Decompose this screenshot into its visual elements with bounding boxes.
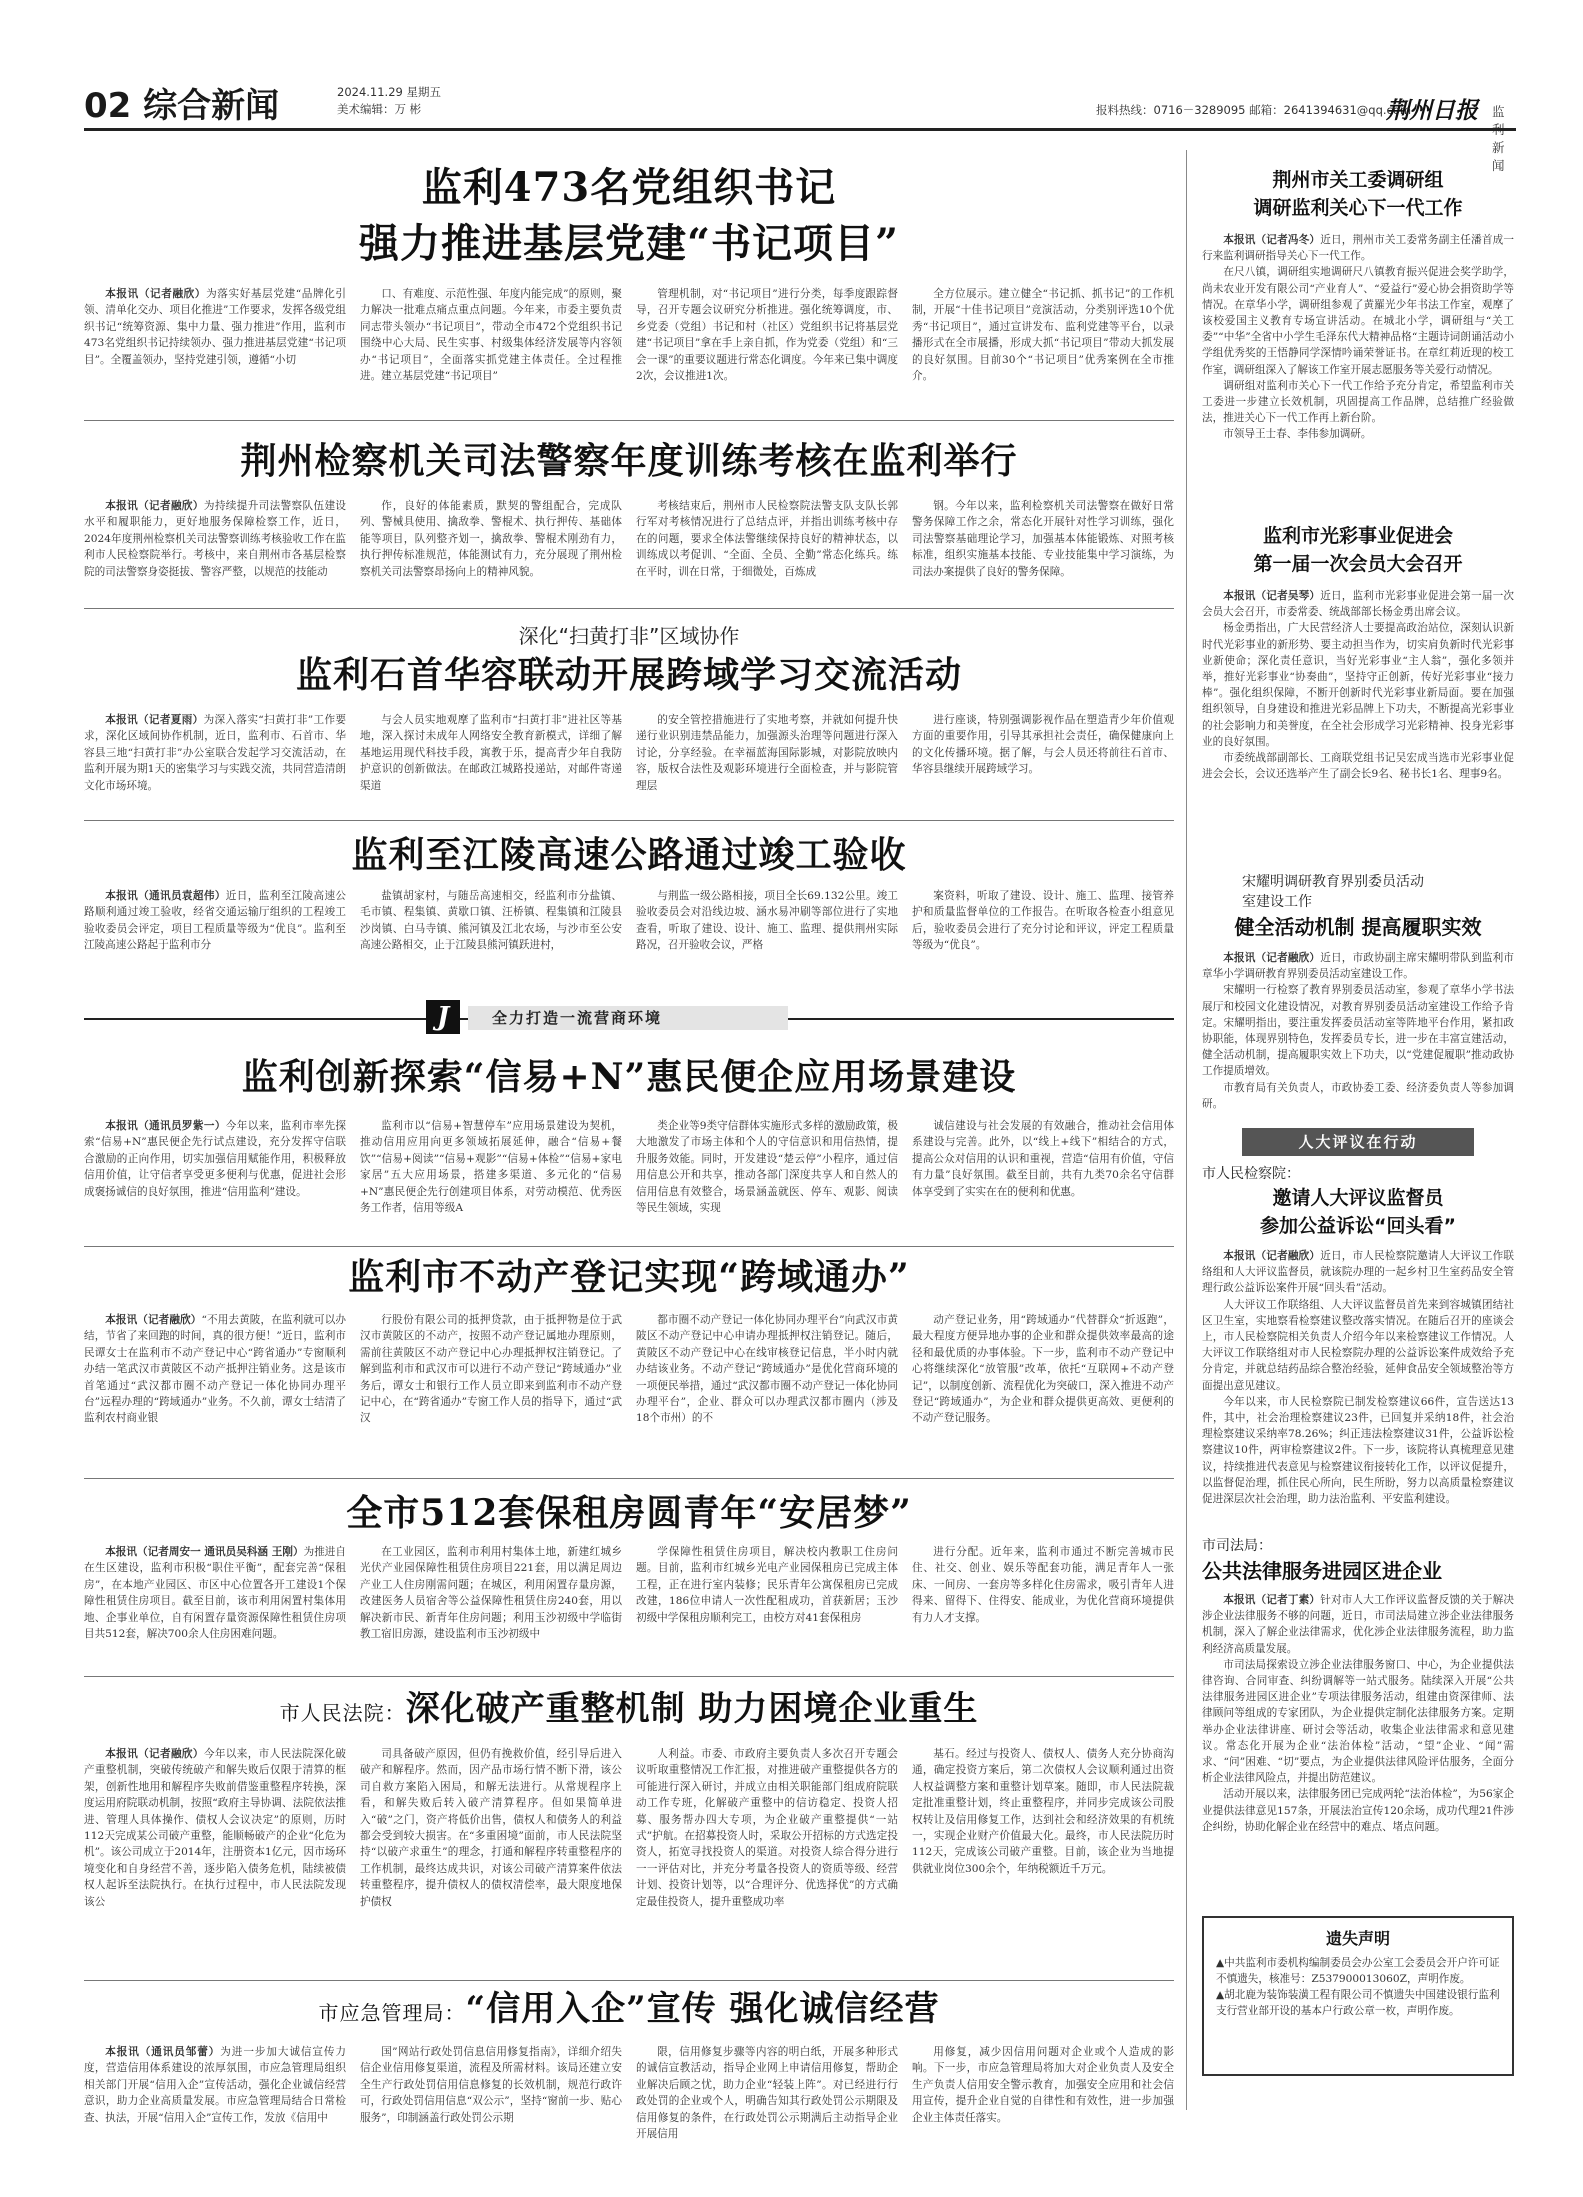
sidebar-article-4-body: 本报讯（记者融欣）近日，市人民检察院邀请人大评议工作联络组和人大评议监督员，就该院办理的一起乡村卫生室药品安全管理行政公益诉讼案件开展“回头看”活动。 人大评议工作联络组、人大评议监督员首先来到容城镇团结社区卫生室，实地察看检察建议整改落实情况。在随后召开的座谈会上，市人民检察院相关负责人介绍今年以来检察建议工作情况。人大评议工作联络组对市人民检察院办理的公益诉讼案件成效给予充分肯定，并就总结药品综合整治经验，延伸食品安全领域整治等方面提出意见建议。 今年以来，市人民检察院已制发检察建议66件，宣告送达13件，其中，社会治理检察建议23件，已回复并采纳18件，社会治理检察建议采纳率78.26%；纠正违法检察建议31件，公益诉讼检察建议10件，两审检察建议2件。下一步，该院将认真梳理意见建议，持续推进代表意见与检察建议衔接转化工作，以评议促提升，以监督促治理，抓住民心所向，民生所盼，努力以高质量检察建议促进深层次社会治理，助力法治监利、平安监利建设。 (1202, 1250, 1514, 1506)
sidebar-article-2-body: 本报讯（记者吴琴）近日，监利市光彩事业促进会第一届一次会员大会召开，市委常委、统战部部长杨金勇出席会议。 杨金勇指出，广大民营经济人士要提高政治站位，深刻认识新时代光彩事业的新形势、要主动担当作为，切实肩负新时代光彩事业新使命；深化责任意识，当好光彩事业“主人翁”，强化多领并举，推好光彩事业“协奏曲”，坚持守正创新，传好光彩事业“接力棒”。强化组织保障，不断开创新时代光彩事业新局面。要在加强组织领导，自身建设和推进光彩品牌上下功夫，不断提高光彩事业的社会影响力和美誉度，在全社会形成学习光彩精神、投身光彩事业的良好氛围。 市委统战部副部长、工商联党组书记吴宏成当选市光彩事业促进会会长，会议还选举产生了副会长9名、秘书长1名、理事9名。 (1202, 590, 1514, 781)
article-5-col-1: 本报讯（通讯员罗紫一）今年以来，监利市率先探索“信易+N”惠民便企先行试点建设，充分发挥守信联合激励的正向作用，切实加强信用赋能作用，积极释放信用价值，让守信者享受更多便利与优惠，促进社会形成褒扬诚信的良好氛围，推进“信用监利”建设。 (84, 1120, 346, 1198)
divider (84, 1676, 1174, 1677)
issue-date: 2024.11.29 星期五 (337, 85, 441, 99)
article-2-col-4: 钢。今年以来，监利检察机关司法警察在做好日常警务保障工作之余，常态化开展针对性学习训练，强化司法警察基础理论学习，加强基本体能锻炼、对照考核标准，组织实施基本技能、专业技能集中学习演练，为司法办案提供了良好的警务保障。 (912, 500, 1174, 578)
article-1-col-3: 管理机制，对“书记项目”进行分类，每季度跟踪督导，召开专题会议研究分析推进。强化统筹调度，市、乡党委（党组）书记和村（社区）党组织书记将基层党建“书记项目”拿在手上亲自抓，作为党委（党组）和“三会一课”的重要议题进行常态化调度。今年来已集中调度2次，会议推进1次。 (636, 288, 898, 383)
divider (84, 1478, 1174, 1479)
article-5-body (84, 1118, 1174, 1236)
article-4-body (84, 888, 1174, 980)
article-6-body (84, 1312, 1174, 1470)
article-9-col-1: 本报讯（通讯员邹蕾）为进一步加大诚信宣传力度，营造信用体系建设的浓厚氛围，市应急管理局组织相关部门开展“信用入企”宣传活动，强化企业诚信经营意识，助力企业高质量发展。市应急管理局结合日常检查、执法，开展“信用入企”宣传工作，发放《信用中 (84, 2046, 346, 2124)
article-9-headline: 市应急管理局：“信用入企”宣传 强化诚信经营 (318, 1989, 940, 2029)
sidebar-article-4 (1202, 1164, 1514, 1524)
article-8-col-4: 基石。经过与投资人、债权人、债务人充分协商沟通，确定投资方案后，第二次债权人会议顺利通过出资人权益调整方案和重整计划草案。随即，市人民法院裁定批准重整计划，终止重整程序，并同步完成该公司股权转让及信用修复工作，达到社会和经济效果的有机统一，实现企业财产价值最大化。最终，市人民法院历时112天，完成该公司破产重整。目前，该企业为当地提供就业岗位300余个，年纳税额近千万元。 (912, 1748, 1174, 1875)
article-9-col-2: 国”网站行政处罚信息信用修复指南》，详细介绍失信企业信用修复渠道，流程及所需材料。该局还建立安全生产行政处罚信用信息修复的长效机制，规范行政许可，行政处罚信用信息“双公示”，坚持“窗前一步、贴心服务”，印制涵盖行政处罚公示期 (360, 2046, 622, 2124)
article-1-col-2: 口、有难度、示范性强、年度内能完成”的原则，聚力解决一批难点痛点重点问题。今年来，市委主要负责同志带头领办“书记项目”，带动全市472个党组织书记围绕中心大局、民生实事、村级集体经济发展等内容领办“书记项目”，全面落实抓党建主体责任。全过程推进。建立基层党建“书记项目” (360, 288, 622, 383)
editor-credit: 美术编辑：万 彬 (337, 102, 422, 116)
sidebar-article-5 (1202, 1536, 1514, 1906)
page-number: 02 综合新闻 (84, 86, 280, 126)
article-4-col-4: 案资料，听取了建设、设计、施工、监理、接管养护和质量监督单位的工作报告。在听取各检查小组意见后，验收委员会进行了充分讨论和评议，评定工程质量等级为“优良”。 (912, 890, 1174, 952)
sidebar-rule (1186, 150, 1187, 2110)
article-4-headline: 监利至江陵高速公路通过竣工验收 (351, 834, 907, 876)
article-3-col-2: 与会人员实地观摩了监利市“扫黄打非”进社区等基地，深入探讨未成年人网络安全教育新模式，详细了解基地运用现代科技手段，寓教于乐，提高青少年自我防护意识的创新做法。在邮政江城路投递站，对邮件寄递渠道 (360, 714, 622, 792)
lost-notice-item: ▲胡北鹿为装饰装潢工程有限公司不慎遗失中国建设银行监利支行营业部开设的基本户行政公章一枚，声明作废。 (1216, 1989, 1500, 2017)
article-6-headline: 监利市不动产登记实现“跨域通办” (348, 1256, 910, 1298)
article-9-body (84, 2044, 1174, 2160)
article-6-col-3: 都市圈不动产登记一体化协同办理平台”向武汉市黄陂区不动产登记中心申请办理抵押权注销登记。随后，黄陂区不动产登记中心在线审核登记信息，半小时内就办结该业务。不动产登记“跨域通办”是优化营商环境的一项便民举措，通过“武汉都市圈不动产登记一体化协同办理平台”，企业、群众可以办理武汉都市圈内（涉及18个市州）的不 (636, 1314, 898, 1425)
lost-notice-title: 遗失声明 (1325, 1929, 1390, 1948)
article-4-col-1: 本报讯（通讯员袁超伟）近日，监利至江陵高速公路顺利通过竣工验收，经省交通运输厅组织的工程竣工验收委员会评定，项目工程质量等级为“优良”。监利至江陵高速公路起于监利市分 (84, 890, 346, 952)
issue-info (337, 84, 441, 118)
sidebar-article-3-kicker: 宋耀明调研教育界别委员活动 室建设工作 (1242, 874, 1424, 910)
masthead (84, 78, 1516, 173)
article-7-col-3: 学保障性租赁住房项目，解决校内教职工住房问题。目前，监利市红城乡光电产业园保租房已完成主体工程，正在进行室内装修；民乐青年公寓保租房已完成改建，186位申请人一次性配租成功，首获新居；玉沙初级中学保租房顺利完工，由校方对41套保租房 (636, 1546, 898, 1624)
sidebar-article-5-headline: 公共法律服务进园区进企业 (1202, 1559, 1442, 1583)
article-3-body (84, 712, 1174, 812)
article-5-headline: 监利创新探索“信易+N”惠民便企应用场景建设 (241, 1056, 1017, 1098)
article-2-col-3: 考核结束后，荆州市人民检察院法警支队支队长郭行军对考核情况进行了总结点评，并指出训练考核中存在的问题，要求全体法警继续保持良好的精神状态，以训练成以考促训、“全面、全员、全勤”常态化练兵。练在平时，训在日常，于细微处，百炼成 (636, 500, 898, 578)
article-4-col-3: 与荆监一级公路相接，项目全长69.132公里。竣工验收委员会对沿线边坡、涵水易冲刷等部位进行了实地查看，听取了建设、设计、施工、监理、提供荆州实际路况，召开验收会议，严格 (636, 890, 898, 952)
article-7-col-2: 在工业园区，监利市利用村集体土地，新建红城乡光伏产业园保障性租赁住房项目221套，用以满足周边产业工人住房刚需问题；在城区，利用闲置存量房源，改建医务人员宿舍等公益保障性租赁住房240套，用以解决新市民、新青年住房问题；利用玉沙初级中学临街教工宿旧房源，建设监利市玉沙初级中 (360, 1546, 622, 1641)
divider (84, 1980, 1174, 1981)
article-3-col-1: 本报讯（记者夏雨）为深入落实“扫黄打非”工作要求，深化区域间协作机制，近日，监利市、石首市、华容县三地“扫黄打非”办公室联合发起学习交流活动，在监利开展为期1天的密集学习与实践交流，共同营造清朗文化市场环境。 (84, 714, 346, 792)
hotline: 报料热线：0716－3289095 邮箱：2641394631@qq.com (1096, 103, 1412, 117)
column-banner: 人大评议在行动 (1242, 1128, 1474, 1156)
divider (84, 420, 1174, 421)
section-banner-text: 全力打造一流营商环境 (468, 1006, 788, 1030)
sidebar-article-3-body: 本报讯（记者融欣）近日，市政协副主席宋耀明带队到监利市章华小学调研教育界别委员活动室建设工作。 宋耀明一行检察了教育界别委员活动室，参观了章华小学书法展厅和校园文化建设情况，对教育界别委员活动室建设工作给予肯定。宋耀明指出，要注重发挥委员活动室等阵地平台作用，紧扣政协职能，体现界别特色，发挥委员专长，进一步在丰富宣建活动，健全活动机制，提高履职实效上下功夫，以“党建促履职”推动政协工作提质增效。 市教育局有关负责人，市政协委工委、经济委负责人等参加调研。 (1202, 952, 1514, 1110)
divider (84, 1246, 1174, 1247)
sidebar-column-banner (1202, 1128, 1514, 1156)
article-8-headline: 市人民法院：深化破产重整机制 助力困境企业重生 (279, 1689, 979, 1729)
article-2-headline: 荆州检察机关司法警察年度训练考核在监利举行 (240, 440, 1018, 482)
section-logo-icon: J (426, 1000, 460, 1034)
article-2-body (84, 498, 1174, 594)
article-8-col-1: 本报讯（记者融欣）今年以来，市人民法院深化破产重整机制，突破传统破产和解失败后仅限于清算的框架，创新性地用和解程序失败前借鉴重整程序转换，深度运用府院联动机制，按照“政府主导协调、法院依法推进、管理人具体操作、债权人会议决定”的原则，历时112天完成某公司破产重整，能顺畅破产的企业“化危为机”。该公司成立于2014年，注册资本1亿元，因市场环境变化和自身经营不善，逐步陷入债务危机，陆续被债权人起诉至法院执行。在执行过程中，市人民法院发现该公 (84, 1748, 346, 1908)
article-5-col-2: 监利市以“信易+智慧停车”应用场景建设为契机，推动信用应用向更多领域拓展延伸，融合“信易+餐饮”“信易+阅读”“信易+观影”“信易+体检”“信易+家电家居”五大应用场景，搭建多渠道、多元化的“信易+N”惠民便企先行创建项目体系，对劳动模范、优秀医务工作者，信用等级A (360, 1120, 622, 1215)
article-1-col-1: 本报讯（记者融欣）为落实好基层党建“品牌化引领、清单化交办、项目化推进”工作要求，发挥各级党组织书记“统筹资源、集中力量、强力推进”作用，监利市473名党组织书记持续领办、强力推进基层党建“书记项目”。全覆盖领办，坚持党建引领，遵循“小切 (84, 288, 346, 366)
sidebar-article-5-kicker: 市司法局： (1202, 1538, 1272, 1554)
sidebar-article-3-headline: 健全活动机制 提高履职实效 (1234, 915, 1482, 939)
article-1-body (84, 286, 1174, 416)
article-1-headline: 监利473名党组织书记 强力推进基层党建“书记项目” (358, 164, 899, 267)
article-3-headline: 监利石首华容联动开展跨域学习交流活动 (295, 654, 962, 696)
article-5-col-4: 诚信建设与社会发展的有效融合，推动社会信用体系建设与完善。此外，以“线上+线下”相结合的方式，提高公众对信用的认识和重视，营造“信用有价值，守信有力量”良好氛围。截至目前，共有九类70余名守信群体享受到了实实在在的便利和优惠。 (912, 1120, 1174, 1198)
article-8-col-3: 人利益。市委、市政府主要负责人多次召开专题会议听取重整情况工作汇报，对推进破产重整提供各方的可能进行深入研讨，并成立由相关职能部门组成府院联动工作专班，化解破产重整中的信访稳定、投资人招募、服务帮办四大专项，为企业破产重整提供“一站式”护航。在招募投资人时，采取公开招标的方式选定投资人，拓宽寻找投资人的渠道。对投资人综合得分进行一一评估对比，并充分考量各投资人的资质等级、经营计划、投资计划等，以“合理评分、优选择优”的方式确定最佳投资人，提升重整成功率 (636, 1748, 898, 1908)
article-3-col-4: 进行座谈，特别强调影视作品在塑造青少年价值观方面的重要作用，引导其承担社会责任，确保健康向上的文化传播环境。据了解，与会人员还将前往石首市、华容县继续开展跨域学习。 (912, 714, 1174, 776)
article-1-col-4: 全方位展示。建立健全“书记抓、抓书记”的工作机制，开展“十佳书记项目”竞演活动，分类别评选10个优秀“书记项目”，通过宣讲发布、监利党建等平台，以录播形式在全市展播，形成大抓“书记项目”带动大抓发展的良好氛围。目前30个“书记项目”优秀案例在全市推介。 (912, 288, 1174, 383)
sidebar-article-2-headline: 监利市光彩事业促进会 第一届一次会员大会召开 (1253, 525, 1463, 575)
sidebar-article-1-body: 本报讯（记者冯冬）近日，荆州市关工委常务副主任潘首成一行来监利调研指导关心下一代工作。 在尺八镇，调研组实地调研尺八镇教育振兴促进会奖学助学，尚未农业开发有限公司“产业育人”、“爱益行”爱心协会捐资助学等情况。在章华小学，调研组参观了黄羅光少年书法工作室，观摩了该校爱国主义教育专场宣讲活动。在城北小学，调研组与“关工委”“中华”全省中小学生毛泽东代大精神品格“主题诗词朗诵活动小学组优秀奖的王悟静同学深情吟诵荣誉证书。在章红莉近现的校工作室，调研组深入了解该工作室开展志愿服务等关爱行动情况。 调研组对监利市关心下一代工作给予充分肯定，希望监利市关工委进一步建立长效机制，巩固提高工作品牌，总结推广经验做法，推进关心下一代工作再上新台阶。 市领导王士春、李伟参加调研。 (1202, 234, 1514, 441)
divider (84, 608, 1174, 609)
article-7-headline: 全市512套保租房圆青年“安居梦” (346, 1492, 912, 1534)
section-banner (426, 1000, 796, 1036)
article-6-col-4: 动产登记业务，用“跨域通办”代替群众“折返跑”，最大程度方便异地办事的企业和群众提供效率最高的途径和最优质的办事体验。下一步，监利市不动产登记中心将继续深化“放管服”改革，依托“互联网+不动产登记”，以制度创新、流程优化为突破口，深入推进不动产登记“跨域通办”，为企业和群众提供更高效、更便利的不动产登记服务。 (912, 1314, 1174, 1425)
sidebar-article-1 (1202, 166, 1514, 441)
article-7-col-1: 本报讯（记者周安一 通讯员吴科涵 王刚）为推进自在生区建设，监利市积极“职住平衡”，配套完善“保租房”，在本地产业园区、市区中心位置各开工建设1个保障性租赁住房项目。截至目前，该市利用闲置村集体用地、企事业单位，自有闲置存量资源保障性租赁住房项目共512套，解决700余人住房困难问题。 (84, 1546, 346, 1641)
article-2-col-2: 作，良好的体能素质，默契的警组配合，完成队列、警械具使用、擒敌拳、警棍术、执行押传、基础体能等项目，队列整齐划一，擒敌拳、警棍术刚劲有力，执行押传标准规范，体能测试有力，充分展现了荆州检察机关司法警察昂扬向上的精神风貌。 (360, 500, 622, 578)
article-9-kicker: 市应急管理局： (318, 2001, 466, 2025)
divider (84, 820, 1174, 821)
edition-name: 监利新闻 (1492, 104, 1505, 173)
sidebar-article-4-headline: 邀请人大评议监督员 参加公益诉讼“回头看” (1260, 1187, 1456, 1237)
article-7-body (84, 1544, 1174, 1668)
article-5-col-3: 类企业等9类守信群体实施形式多样的激励政策，极大地激发了市场主体和个人的守信意识和用信热情，提升服务效能。同时，开发建设“楚云停”小程序，通过信用信息公开和共享，推动各部门深度共享人和自然人的信用信息有效整合，场景涵盖就医、停车、观影、阅读等民生领域，实现 (636, 1120, 898, 1215)
article-8-col-2: 司具备破产原因，但仍有挽救价值，经引导后进入破产和解程序。然而，因产品市场行情不断下滑，该公司自救方案陷入困局，和解无法进行。从常规程序上看，和解失败后转入破产清算程序。但如果简单进入“破”之门，资产将低价出售，债权人和债务人的利益都会受到较大损害。在“多重困境”面前，市人民法院坚持“以破产求重生”的理念，打通和解程序转重整程序的工作机制，最终达成共识，对该公司破产清算案件依法转重整程序，提升债权人的债权清偿率，最大限度地保护债权 (360, 1748, 622, 1908)
sidebar-article-3 (1202, 872, 1514, 1122)
paper-logo: 荆州日报 (1386, 97, 1478, 124)
sidebar-article-2 (1202, 522, 1514, 842)
lost-notice (1202, 1916, 1514, 2076)
article-9-col-4: 用修复，减少因信用问题对企业或个人造成的影响。下一步，市应急管理局将加大对企业负责人及安全生产负责人信用安全警示教育，加强安全应用和社会信用宣传，提升企业自觉的自律性和有效性，进一步加强企业主体责任落实。 (912, 2046, 1174, 2124)
article-9-col-3: 限，信用修复步骤等内容的明白纸，开展多种形式的诚信宣教活动，指导企业网上申请信用修复，帮助企业解决后顾之忧，助力企业“轻装上阵”。对已经进行行政处罚的企业或个人，明确告知其行政处罚公示期限及信用修复的条件，在行政处罚公示期满后主动指导企业开展信用 (636, 2046, 898, 2141)
article-3-col-3: 的安全管控措施进行了实地考察，并就如何提升快递行业识别违禁品能力，加强源头治理等问题进行深入讨论，分享经验。在幸福蓝海国际影城，对影院放映内容，版权合法性及观影环境进行全面检查，并与影院管理层 (636, 714, 898, 792)
article-2-col-1: 本报讯（记者融欣）为持续提升司法警察队伍建设水平和履职能力，更好地服务保障检察工作，近日，2024年度荆州检察机关司法警察训练考核验收工作在监利市人民检察院举行。考核中，来自荆州市各基层检察院的司法警察身姿挺拔、警容严整，以规范的技能动 (84, 500, 346, 578)
article-8-kicker: 市人民法院： (279, 1701, 406, 1725)
article-3-kicker: 深化“扫黄打非”区域协作 (518, 624, 740, 648)
article-7-col-4: 进行分配。近年来，监利市通过不断完善城市民住、社交、创业、娱乐等配套功能，满足青年人一张床、一间房、一套房等多样化住房需求，吸引青年人进得来、留得下、住得安、能成业，为优化营商环境提供有力人才支撑。 (912, 1546, 1174, 1624)
article-6-col-2: 行股份有限公司的抵押贷款，由于抵押物是位于武汉市黄陂区的不动产，按照不动产登记属地办理原则，需前往黄陂区不动产登记中心办理抵押权注销登记。了解到监利市和武汉市可以进行不动产登记“跨域通办”业务后，谭女士和银行工作人员立即来到监利市不动产登记中心，在“跨省通办”专窗工作人员的指导下，通过“武汉 (360, 1314, 622, 1425)
sidebar-article-4-kicker: 市人民检察院： (1202, 1166, 1300, 1182)
lost-notice-item: ▲中共监利市委机构编制委员会办公室工会委员会开户许可证不慎遗失，核准号：Z537900013060Z，声明作废。 (1216, 1957, 1500, 1985)
article-6-col-1: 本报讯（记者融欣）“不用去黄陂，在监利就可以办结，节省了来回跑的时间，真的很方便！”近日，监利市民谭女士在监利市不动产登记中心“跨省通办”专窗顺利办结一笔武汉市黄陂区不动产抵押注销业务。这是该市首笔通过“武汉都市圈不动产登记一体化协同办理平台”远程办理的“跨域通办”业务。不久前，谭女士结清了监利农村商业银 (84, 1314, 346, 1425)
sidebar-article-1-headline: 荆州市关工委调研组 调研监利关心下一代工作 (1253, 169, 1463, 219)
article-4-col-2: 盐镇胡家村，与随岳高速相交，经监利市分盐镇、毛市镇、程集镇、黄歇口镇、汪桥镇、程集镇和江陵县沙岗镇、白马寺镇、熊河镇及江北农场，与沙市至公安高速公路相交，止于江陵县熊河镇跃进村， (360, 890, 622, 952)
article-8-body (84, 1746, 1174, 1972)
sidebar-article-5-body: 本报讯（记者丁素）针对市人大工作评议监督反馈的关于解决涉企业法律服务不够的问题，近日，市司法局建立涉企业法律服务机制，深入了解企业法律需求，优化涉企业法律服务流程，助力监利经济高质量发展。 市司法局探索设立涉企业法律服务窗口、中心，为企业提供法律咨询、合同审查、纠纷调解等一站式服务。陆续深入开展“公共法律服务进园区进企业”专项法律服务活动，组建由资深律师、法律顾问等组成的专家团队，为企业提供定制化法律服务方案。定期举办企业法律讲座、研讨会等活动，收集企业法律需求和意见建议。常态化开展为企业“法治体检”活动，“望”企业、“闻”需求、“问”困难、“切”要点，为企业提供法律风险评估服务，全面分析企业法律风险点，并提出防范建议。 活动开展以来，法律服务团已完成两轮“法治体检”，为56家企业提供法律意见157条，开展法治宣传120余场，成功代理21件涉企纠纷，协助化解企业在经营中的难点、堵点问题。 (1202, 1594, 1514, 1833)
masthead-rule (84, 128, 1516, 131)
